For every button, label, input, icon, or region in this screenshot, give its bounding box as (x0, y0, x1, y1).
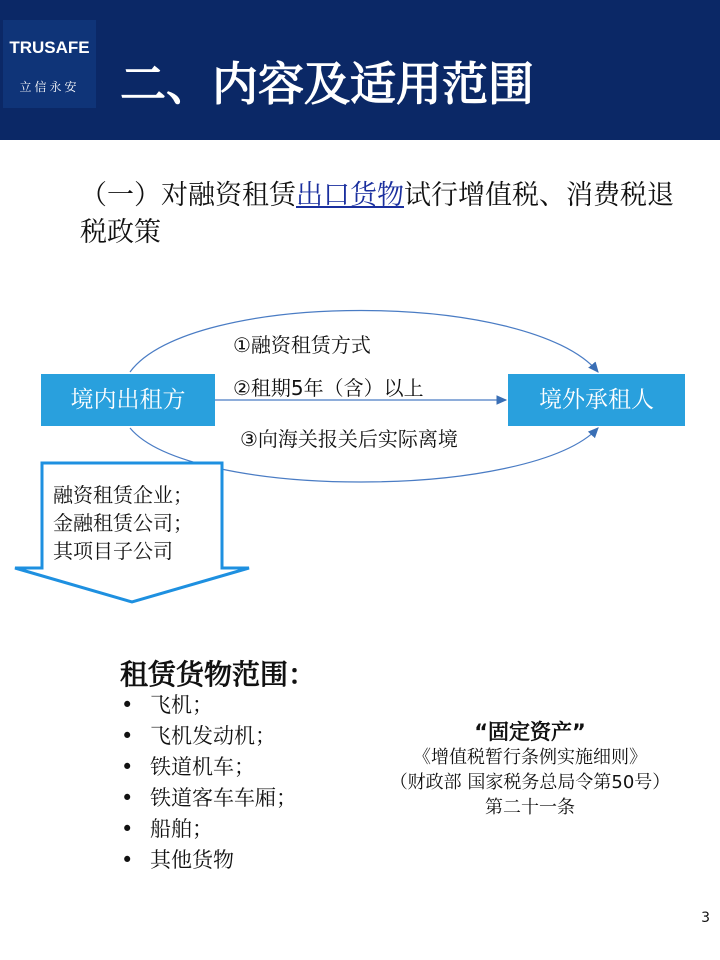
bullet-icon: • (121, 848, 134, 872)
eligible-entities-list (53, 481, 193, 565)
article-reference: 第二十一条 (485, 797, 575, 818)
list-item: • 铁道客车车厢； (115, 783, 297, 814)
logo-chinese-name: 立信永安 (19, 80, 80, 94)
fixed-asset-reference (360, 720, 700, 820)
list-item: • 飞机； (115, 690, 297, 721)
condition-lease-method: ①融资租赁方式 (233, 333, 371, 357)
list-item: • 船舶； (115, 814, 297, 845)
list-item: • 其他货物 (115, 845, 297, 876)
regulation-title: 《增值税暂行条例实施细则》 (413, 747, 647, 768)
bullet-icon: • (121, 724, 134, 748)
bullet-icon: • (121, 755, 134, 779)
logo-brand: TRUSAFE (9, 38, 90, 57)
subtitle-suffix: 试行增值税、消费税退税政策 (80, 180, 674, 248)
condition-customs-exit: ③向海关报关后实际离境 (240, 427, 458, 451)
bullet-icon: • (121, 693, 134, 717)
list-item: • 铁道机车； (115, 752, 297, 783)
bullet-icon: • (121, 786, 134, 810)
page-number: 3 (701, 910, 710, 926)
header-bar (0, 0, 720, 140)
entity-item: 融资租赁企业； (53, 483, 193, 507)
entity-item: 其项目子公司 (53, 539, 173, 563)
fixed-asset-term: “固定资产” (474, 720, 586, 744)
lessor-box: 境内出租方 (41, 374, 215, 426)
subtitle-underlined-term: 出口货物 (296, 180, 404, 211)
company-logo (3, 20, 96, 108)
section-subtitle (80, 177, 690, 251)
goods-range-title: 租赁货物范围： (120, 658, 317, 691)
goods-list (115, 690, 297, 876)
entity-item: 金融租赁公司； (53, 511, 193, 535)
lessee-box: 境外承租人 (508, 374, 685, 426)
list-item: • 飞机发动机； (115, 721, 297, 752)
condition-lease-term: ②租期5年（含）以上 (233, 376, 424, 400)
bullet-icon: • (121, 817, 134, 841)
subtitle-prefix: （一）对融资租赁 (80, 180, 296, 211)
slide-title: 二、内容及适用范围 (120, 57, 534, 111)
decree-reference: （财政部 国家税务总局令第50号） (389, 772, 671, 793)
